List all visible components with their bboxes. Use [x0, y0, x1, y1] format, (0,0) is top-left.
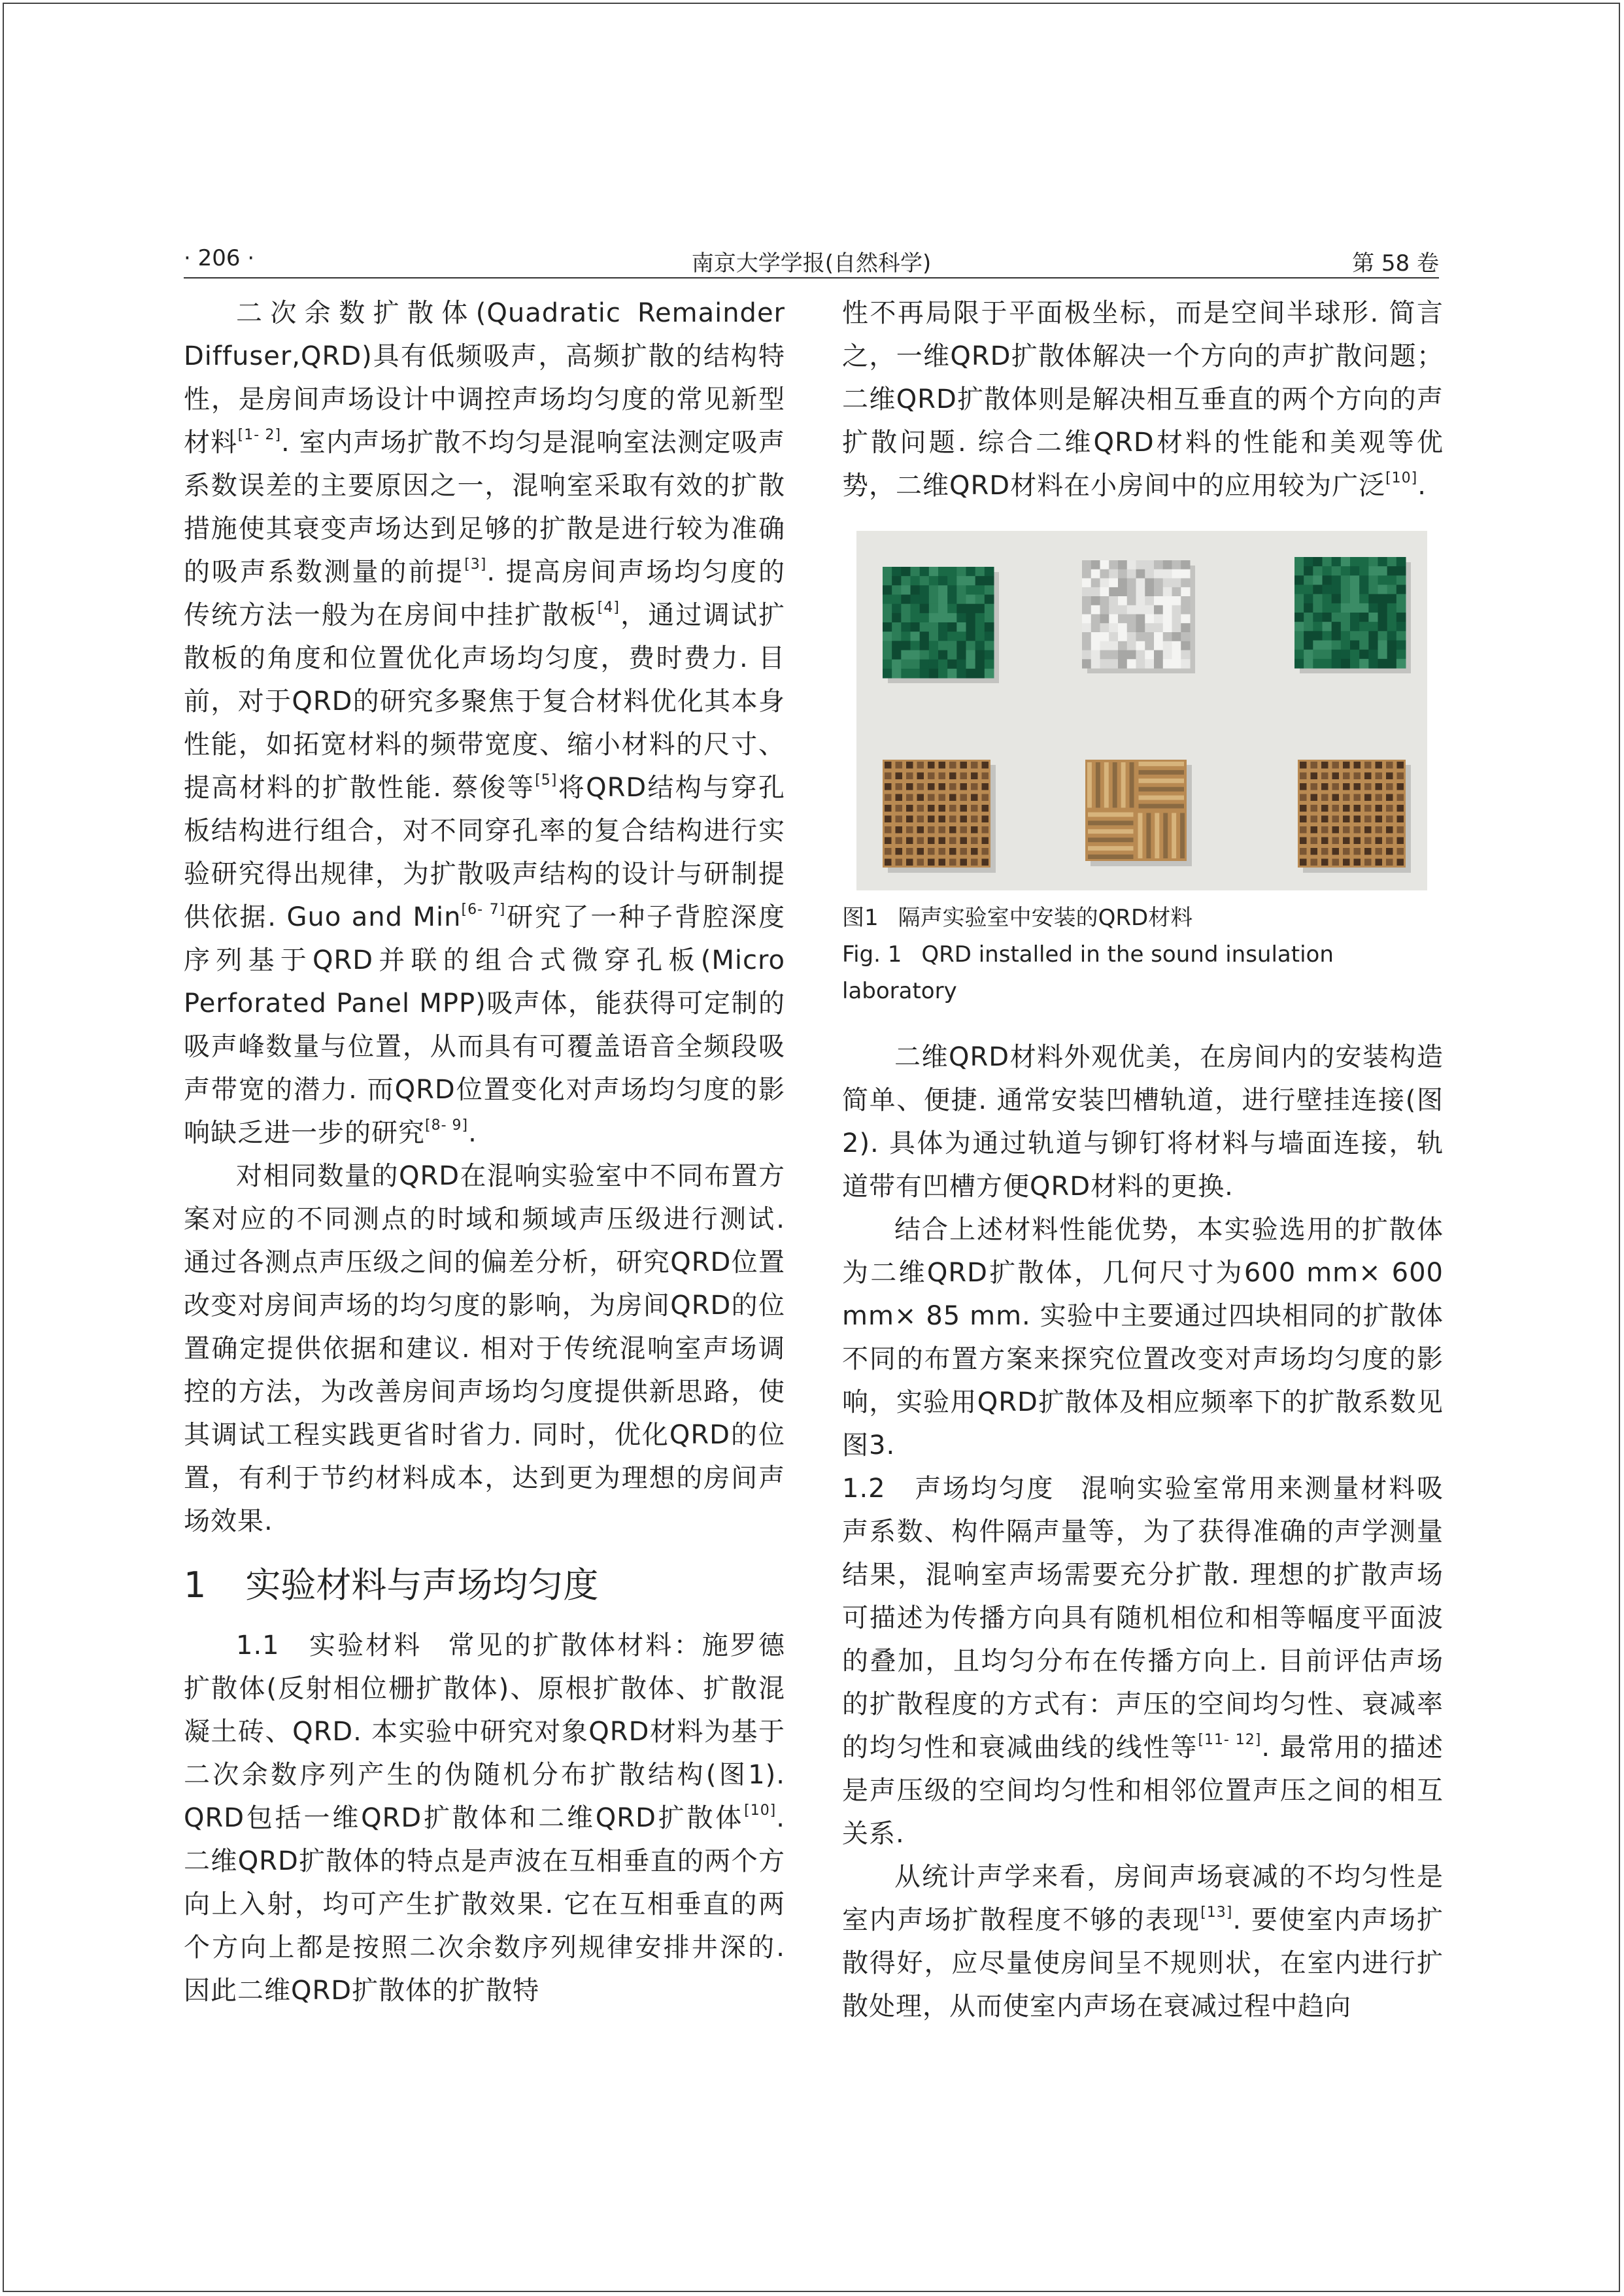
citation: [10] [744, 1802, 777, 1819]
qrd-photo [856, 531, 1427, 890]
wood-qrd-panel [1085, 760, 1192, 866]
intro-paragraph: 二次余数扩散体(Quadratic Remainder Diffuser,QRD)具有低频吸声，高频扩散的结构特性，是房间声场设计中调控声场均匀度的常见新型材料[1- 2]. 室内声场扩散不均匀是混响室法测定吸声系数误差的主要原因之一，混响室采取有效的扩散措施使其衰变声场达到足够的扩散是进行较为准确的吸声系数测量的前提[3]. 提高房间声场均匀度的传统方法一般为在房间中挂扩散板[4]，通过调试扩散板的角度和位置优化声场均匀度，费时费力. 目前，对于QRD的研究多聚焦于复合材料优化其本身性能，如拓宽材料的频带宽度、缩小材料的尺寸、提高材料的扩散性能. 蔡俊等[5]将QRD结构与穿孔板结构进行组合，对不同穿孔率的复合结构进行实验研究得出规律，为扩散吸声结构的设计与研制提供依据. Guo and Min[6- 7]研究了一种子背腔深度序列基于QRD并联的组合式微穿孔板(Micro Perforated Panel MPP)吸声体，能获得可定制的吸声峰数量与位置，从而具有可覆盖语音全频段吸声带宽的潜力. 而QRD位置变化对声场均匀度的影响缺乏进一步的研究[8- 9]. [184, 298, 786, 1148]
subsection-label: 1.2 声场均匀度 [842, 1474, 1055, 1504]
subsection-paragraph: 1.1 实验材料 常见的扩散体材料：施罗德扩散体(反射相位栅扩散体)、原根扩散体、扩散混凝土砖、QRD. 本实验中研究对象QRD材料为基于二次余数序列产生的伪随机分布扩散结构(图1). QRD包括一维QRD扩散体和二维QRD扩散体[10]. 二维QRD扩散体的特点是声波在互相垂直的两个方向上入射，均可产生扩散效果. 它在互相垂直的两个方向上都是按照二次余数序列规律安排井深的. 因此二维QRD扩散体的扩散特 [184, 1630, 785, 2006]
body-paragraph: 对相同数量的QRD在混响实验室中不同布置方案对应的不同测点的时域和频域声压级进行测试. 通过各测点声压级之间的偏差分析，研究QRD位置改变对房间声场的均匀度的影响，为房间QRD的位置确定提供依据和建议. 相对于传统混响室声场调控的方法，为改善房间声场均匀度提供新思路，使其调试工程实践更省时省力. 同时，优化QRD的位置，有利于节约材料成本，达到更为理想的房间声场效果. [184, 1161, 785, 1536]
green-qrd-panel [1294, 557, 1411, 673]
wood-qrd-panel [1298, 760, 1411, 873]
left-column [184, 292, 785, 2012]
volume-label: 第 58 卷 [1352, 250, 1439, 277]
subsection-label: 1.1 实验材料 [236, 1630, 422, 1661]
body-paragraph: 二维QRD材料外观优美，在房间内的安装构造简单、便捷. 通常安装凹槽轨道，进行壁挂连接(图2). 具体为通过轨道与铆钉将材料与墙面连接，轨道带有凹槽方便QRD材料的更换. [842, 1042, 1444, 1202]
wood-qrd-panel [883, 760, 996, 873]
running-header [184, 242, 1439, 279]
citation: [1- 2] [237, 427, 282, 443]
figure-caption-cn: 图1 隔声实验室中安装的QRD材料 [842, 905, 1193, 931]
citation: [11- 12] [1198, 1732, 1262, 1748]
white-qrd-panel [1082, 560, 1195, 673]
subsection-paragraph: 1.2 声场均匀度 混响实验室常用来测量材料吸声系数、构件隔声量等，为了获得准确的声学测量结果，混响室声场需要充分扩散. 理想的扩散声场可描述为传播方向具有随机相位和相等幅度平面波的叠加，且均匀分布在传播方向上. 目前评估声场的扩散程度的方式有：声压的空间均匀性、衰减率的均匀性和衰减曲线的线性等[11- 12]. 最常用的描述是声压级的空间均匀性和相邻位置声压之间的相互关系. [842, 1474, 1444, 1849]
citation: [5] [535, 772, 558, 788]
right-column [842, 292, 1444, 2028]
figure-1 [842, 531, 1444, 1009]
citation: [8- 9] [425, 1117, 469, 1134]
section-heading: 1 实验材料与声场均匀度 [184, 1564, 599, 1606]
citation: [13] [1200, 1904, 1233, 1921]
green-qrd-panel [883, 567, 999, 683]
citation: [6- 7] [461, 902, 506, 918]
citation: [10] [1385, 470, 1418, 486]
citation: [3] [464, 556, 487, 573]
figure-caption-en: Fig. 1 QRD installed in the sound insulation laboratory [842, 941, 1334, 1004]
journal-title: 南京大学学报(自然科学) [691, 250, 932, 277]
body-paragraph: 结合上述材料性能优势，本实验选用的扩散体为二维QRD扩散体，几何尺寸为600 mm× 600 mm× 85 mm. 实验中主要通过四块相同的扩散体不同的布置方案来探究位置改变对声场均匀度的影响，实验用QRD扩散体及相应频率下的扩散系数见图3. [842, 1215, 1444, 1460]
body-paragraph: 从统计声学来看，房间声场衰减的不均匀性是室内声场扩散程度不够的表现[13]. 要使室内声场扩散得好，应尽量使房间呈不规则状，在室内进行扩散处理，从而使室内声场在衰减过程中趋向 [842, 1862, 1444, 2021]
body-paragraph: 性不再局限于平面极坐标，而是空间半球形. 简言之，一维QRD扩散体解决一个方向的声扩散问题；二维QRD扩散体则是解决相互垂直的两个方向的声扩散问题. 综合二维QRD材料的性能和美观等优势，二维QRD材料在小房间中的应用较为广泛[10]. [842, 298, 1444, 501]
page-number: · 206 · [184, 245, 255, 271]
citation: [4] [597, 599, 620, 616]
